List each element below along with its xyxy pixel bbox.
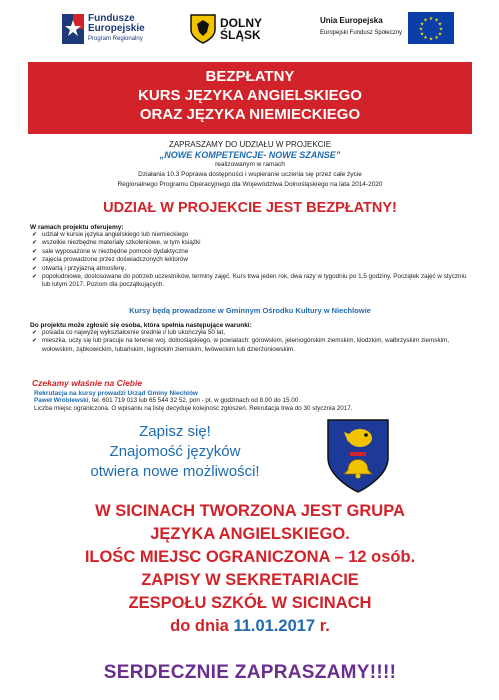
banner-line3: ORAZ JĘZYKA NIEMIECKIEGO — [139, 106, 361, 123]
ue-subtitle: Europejski Fundusz Społeczny — [320, 30, 403, 36]
svg-text:★: ★ — [428, 16, 434, 22]
list-item: ✔ otwartą i przyjazną atmosferę, — [30, 265, 470, 273]
ue-title: Unia Europejska — [320, 16, 383, 25]
svg-text:★: ★ — [423, 17, 428, 24]
offers-list — [30, 231, 470, 290]
offers-title: W ramach projektu oferujemy: — [30, 224, 124, 231]
fe-subtitle: Program Regionalny — [88, 36, 143, 42]
contact-section — [32, 378, 472, 414]
action-text: Działania 10.3 Poprawa dostępności i wspieranie uczenia się przez całe życie — [138, 171, 362, 178]
contact-details: , tel. 601 719 013 lub 65 544 32 52, pon - pt, w godzinach od 8.00 do 15.00. — [88, 397, 300, 404]
list-item: ✔ zajęcia prowadzone przez doświadczonych lektorów — [30, 256, 470, 264]
eu-flag-icon — [408, 12, 454, 44]
announcement-line4: ZAPISY W SEKRETARIACIE — [141, 571, 359, 589]
svg-text:★: ★ — [437, 21, 443, 28]
contact-line — [32, 397, 472, 405]
announcement-line1: W SICINACH TWORZONA JEST GRUPA — [95, 502, 405, 520]
project-intro — [30, 140, 470, 190]
deadline-date: 11.01.2017 — [233, 617, 316, 635]
list-item: ✔ posiada co najwyżej wykształcenie średnie i/ lub ukończyła 50 lat, — [30, 329, 470, 337]
fe-star-icon — [62, 14, 84, 44]
slogan-line1: Zapisz się! — [139, 423, 211, 440]
banner-line1: BEZPŁATNY — [205, 68, 295, 85]
svg-text:★: ★ — [419, 31, 425, 38]
sicina-announcement — [20, 500, 480, 638]
program-text: Regionalnego Programu Operacyjnego dla Województwa Dolnośląskiego na lata 2014-2020 — [117, 181, 383, 188]
requirements-title: Do projektu może zgłosić się osoba, która spełnia następujące warunki: — [30, 322, 252, 329]
list-item: ✔ udział w kursie języka angielskiego lub niemieckiego — [30, 231, 470, 239]
slogan — [60, 422, 290, 482]
invite-text: ZAPRASZAMY DO UDZIAŁU W PROJEKCIE — [168, 140, 332, 149]
waiting-title: Czekamy właśnie na Ciebie — [32, 378, 143, 388]
date-suffix: r. — [319, 617, 330, 635]
svg-text:★: ★ — [419, 21, 425, 28]
date-prefix: do dnia — [170, 617, 229, 635]
ds-line2: ŚLĄSK — [220, 28, 261, 42]
recruitment-label: Rekrutacja na kursy prowadzi Urząd Gminy Niechlów — [34, 390, 198, 397]
unia-europejska-logo — [320, 12, 460, 52]
list-item: ✔ sale wyposażone w niezbędne pomoce dydaktyczne — [30, 248, 470, 256]
announcement-line3: ILOŚC MIEJSC OGRANICZONA – 12 osób. — [84, 548, 416, 566]
svg-text:★: ★ — [423, 35, 428, 41]
list-item: ✔ wszelkie niezbędne materiały szkoleniowe, w tym książki — [30, 239, 470, 247]
list-item: ✔ mieszka, uczy się lub pracuje na terenie woj. dolnośląskiego, w powiatach: górowskim, jeleniogórskim ziemskim, kłodzkim, wałbrzyskim ziemskim, wołowskim, ząbkowickim, lubańskim, legnickim ziemskim, lwóweckim lub dzierżoniowskim. — [30, 337, 470, 354]
project-name: „NOWE KOMPETENCJE- NOWE SZANSE” — [159, 150, 341, 160]
free-participation-headline: UDZIAŁ W PROJEKCIE JEST BEZPŁATNY! — [103, 200, 397, 216]
offers-section — [30, 224, 470, 290]
slogan-line2: Znajomość języków — [109, 443, 241, 460]
dolny-slask-logo — [190, 14, 280, 48]
ds-title — [220, 17, 262, 41]
svg-text:★: ★ — [434, 35, 439, 41]
fe-line2: Europejskie — [88, 23, 145, 34]
fe-line1: Fundusze — [88, 13, 135, 24]
svg-text:★: ★ — [437, 31, 443, 38]
closing-invitation: SERDECZNIE ZAPRASZAMY!!!! — [103, 662, 397, 683]
announcement-line2: JĘZYKA ANGIELSKIEGO. — [150, 525, 350, 543]
svg-text:★: ★ — [434, 17, 439, 24]
slogan-line3: otwiera nowe możliwości! — [90, 463, 260, 480]
deadline-line — [20, 615, 480, 638]
svg-text:★: ★ — [418, 26, 424, 33]
ds-line1: DOLNY — [220, 16, 262, 30]
svg-text:★: ★ — [438, 26, 444, 33]
announcement-line5: ZESPOŁU SZKÓŁ W SICINACH — [128, 594, 372, 612]
list-item: ✔ popołudniowe, dostosowane do potrzeb uczestników, terminy zajęć. Kurs trwa jeden rok, dwa razy w tygodniu po 1,5 godziny. Początek zajęć w styczniu lub lutym 2017. Poziom dla początkujących. — [30, 273, 470, 290]
banner-line2: KURS JĘZYKA ANGIELSKIEGO — [138, 87, 362, 104]
fundusze-europejskie-logo — [62, 12, 172, 52]
svg-text:★: ★ — [428, 36, 434, 43]
requirements-list — [30, 329, 470, 354]
eagle-shield-icon — [190, 14, 216, 44]
fe-title — [88, 14, 145, 34]
requirements-section — [30, 322, 470, 354]
contact-name: Paweł Wróblewski — [34, 397, 89, 404]
course-location: Kursy będą prowadzone w Gminnym Ośrodku Kultury w Niechlowie — [129, 306, 371, 315]
limit-note: Liczba miejsc ograniczona. O wpisaniu na listę decyduje kolejność zgłoszeń. Rekrutacja trwa do 30 stycznia 2017. — [34, 405, 353, 413]
realized-text: realizowanym w ramach — [215, 161, 285, 168]
gmina-crest-icon — [326, 418, 390, 494]
title-banner — [28, 62, 472, 134]
